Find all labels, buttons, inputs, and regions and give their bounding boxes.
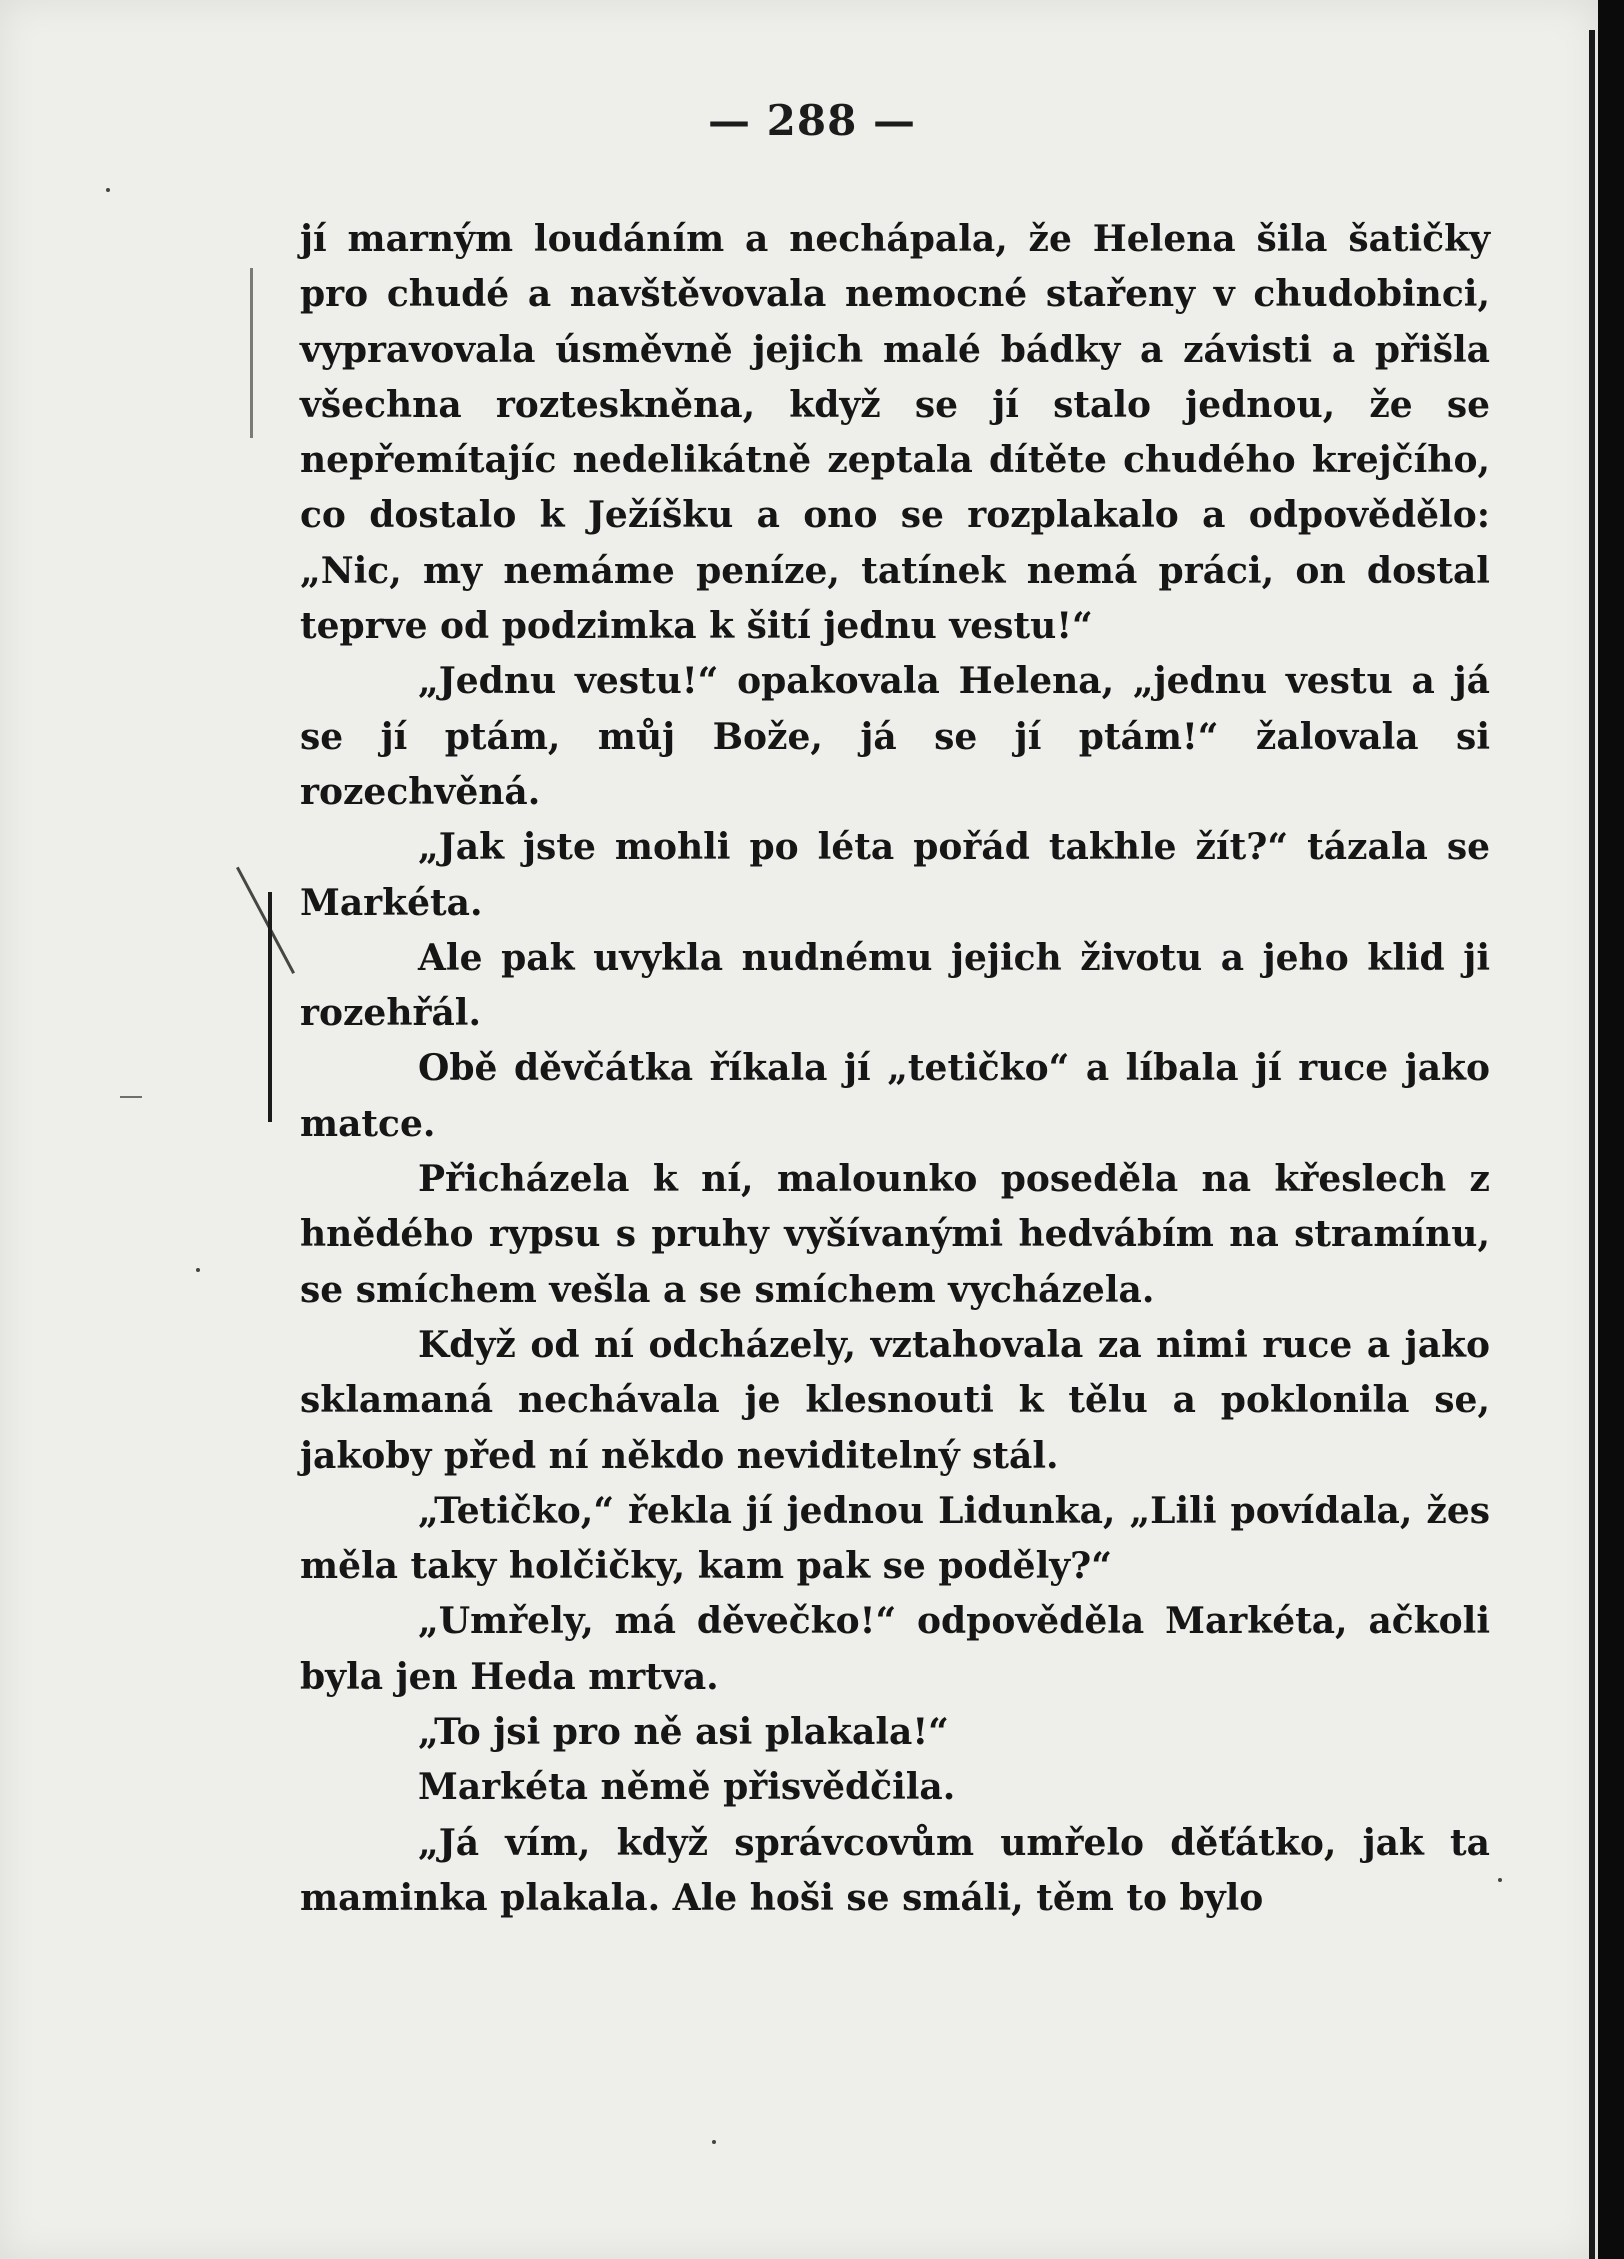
paragraph: Když od ní odcházely, vztahovala za nimi ruce a jako sklamaná nechávala je klesnouti k tělu a poklonila se, jakoby před ní někdo neviditelný stál. bbox=[300, 1323, 1490, 1477]
scan-speck bbox=[106, 188, 110, 192]
body-text bbox=[300, 212, 1490, 1926]
paragraph: Markéta němě přisvědčila. bbox=[418, 1766, 956, 1809]
paragraph: „Umřely, má děvečko!“ odpověděla Markéta, ačkoli byla jen Heda mrtva. bbox=[300, 1600, 1490, 1698]
scan-speck bbox=[1498, 1878, 1502, 1882]
paragraph: jí marným loudáním a nechápala, že Helena šila šatičky pro chudé a navštěvovala nemocné stařeny v chudobinci, vypravovala úsměvně jejich malé bádky a závisti a přišla všechna rozteskněna, když se jí stalo jednou, že se nepřemítajíc nedelikátně zeptala dítěte chudého krejčího, co dostalo k Ježíšku a ono se rozplakalo a odpovědělo: „Nic, my nemáme peníze, tatínek nemá práci, on dostal teprve od podzimka k šití jednu vestu!“ bbox=[300, 218, 1490, 648]
paragraph: Ale pak uvykla nudnému jejich životu a jeho klid ji rozehřál. bbox=[300, 936, 1490, 1035]
paragraph: „Jak jste mohli po léta pořád takhle žít?“ tázala se Markéta. bbox=[300, 826, 1490, 924]
page-edge-line bbox=[1589, 30, 1595, 2259]
paragraph: „To jsi pro ně asi plakala!“ bbox=[418, 1711, 949, 1754]
paragraph: Obě děvčátka říkala jí „tetičko“ a líbala jí ruce jako matce. bbox=[300, 1047, 1490, 1145]
page-number: — 288 — bbox=[708, 96, 916, 145]
paragraph: „Tetičko,“ řekla jí jednou Lidunka, „Lili povídala, žes měla taky holčičky, kam pak se poděly?“ bbox=[300, 1489, 1490, 1588]
paragraph: Přicházela k ní, malounko poseděla na křeslech z hnědého rypsu s pruhy vyšívanými hedvábím na stramínu, se smíchem vešla a se smíchem vycházela. bbox=[300, 1158, 1490, 1311]
paragraph: „Jednu vestu!“ opakovala Helena, „jednu vestu a já se jí ptám, můj Bože, já se jí ptám!“ žalovala si rozechvěná. bbox=[300, 660, 1490, 813]
margin-mark-upper bbox=[250, 268, 253, 438]
scan-speck bbox=[712, 2140, 716, 2144]
paragraph: „Já vím, když správcovům umřelo děťátko, jak ta maminka plakala. Ale hoši se smáli, těm to bylo bbox=[300, 1821, 1490, 1919]
margin-dash bbox=[120, 1096, 142, 1098]
scan-edge bbox=[1598, 0, 1624, 2259]
scan-speck bbox=[196, 1268, 200, 1272]
